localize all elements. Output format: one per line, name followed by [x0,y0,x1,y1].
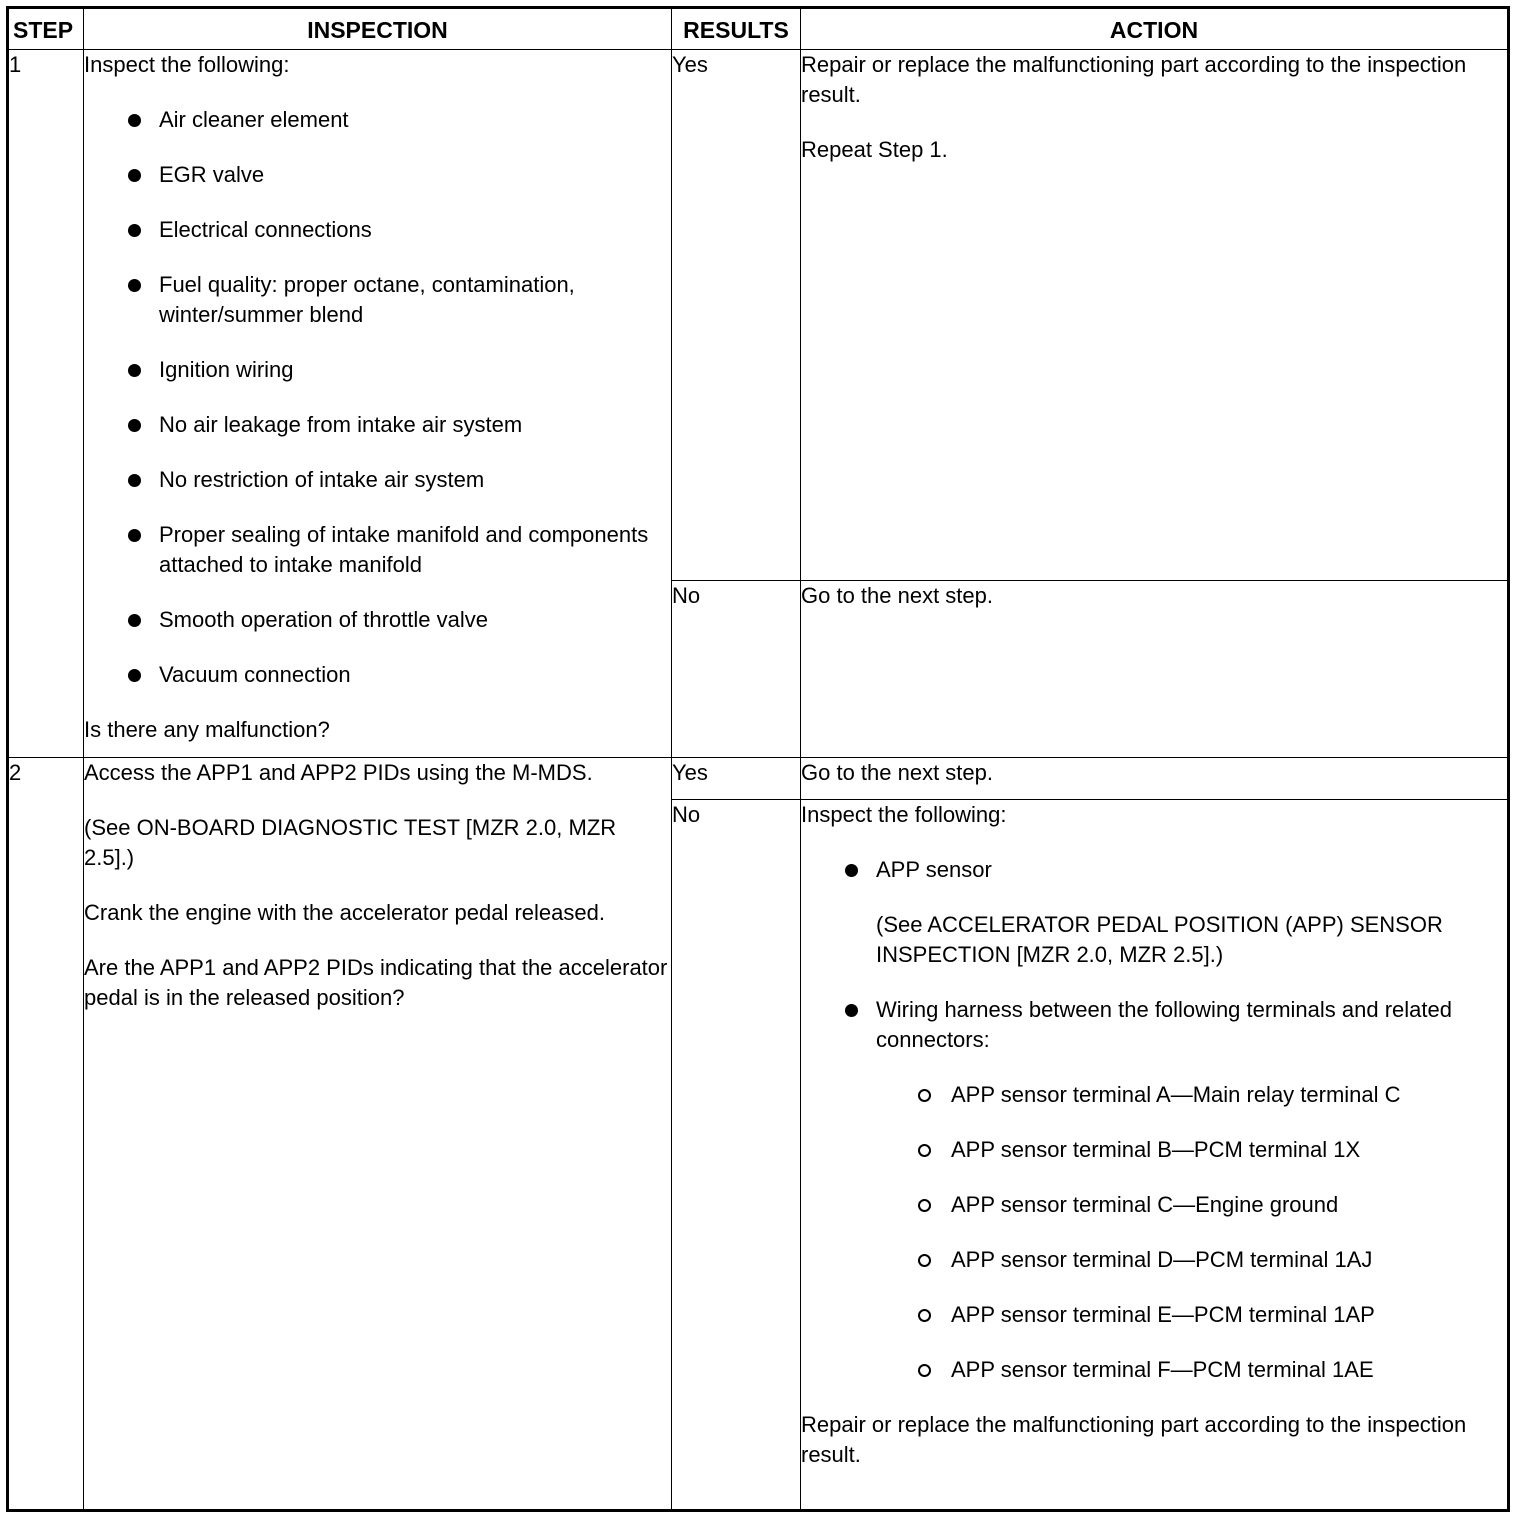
step2-inspection [84,758,672,1511]
list-item: No air leakage from intake air system [84,410,671,440]
step1-no-action-text: Go to the next step. [801,583,994,608]
list-item: EGR valve [84,160,671,190]
wiring-harness-item: Wiring harness between the following terminals and related connectors: [876,997,1452,1052]
list-item: APP sensor terminal A—Main relay terminal C [876,1080,1507,1110]
step2-para-1: Access the APP1 and APP2 PIDs using the M-MDS. [84,760,593,785]
list-item: APP sensor terminal B—PCM terminal 1X [876,1135,1507,1165]
list-item: Smooth operation of throttle valve [84,605,671,635]
step2-para-2: (See ON-BOARD DIAGNOSTIC TEST [MZR 2.0, MZR 2.5].) [84,815,617,870]
step1-checklist [84,105,671,690]
step1-intro: Inspect the following: [84,52,290,77]
step2-no-intro: Inspect the following: [801,802,1007,827]
step2-number: 2 [8,758,84,1511]
header-step: STEP [8,8,84,50]
step1-yes-action-text: Repair or replace the malfunctioning part according to the inspection result. [801,52,1467,107]
list-item: Ignition wiring [84,355,671,385]
list-item: APP sensor terminal E—PCM terminal 1AP [876,1300,1507,1330]
step1-repeat-text: Repeat Step 1. [801,137,948,162]
step1-yes-result: Yes [672,50,801,581]
list-item [801,855,1507,970]
step1-number: 1 [8,50,84,758]
list-item: Proper sealing of intake manifold and components attached to intake manifold [84,520,671,580]
step1-yes-row [8,50,1509,581]
header-action: ACTION [801,8,1509,50]
step1-question: Is there any malfunction? [84,717,330,742]
step1-no-result: No [672,581,801,758]
step1-yes-action [801,50,1509,581]
step2-no-action [801,800,1509,1511]
step2-yes-action-text: Go to the next step. [801,760,994,785]
list-item: APP sensor terminal D—PCM terminal 1AJ [876,1245,1507,1275]
header-row [8,8,1509,50]
step1-inspection [84,50,672,758]
list-item: APP sensor terminal F—PCM terminal 1AE [876,1355,1507,1385]
list-item: Vacuum connection [84,660,671,690]
app-sensor-note: (See ACCELERATOR PEDAL POSITION (APP) SENSOR INSPECTION [MZR 2.0, MZR 2.5].) [876,912,1443,967]
app-sensor-item: APP sensor [876,857,992,882]
list-item: Fuel quality: proper octane, contamination, winter/summer blend [84,270,671,330]
step2-para-4: Are the APP1 and APP2 PIDs indicating that the accelerator pedal is in the released position? [84,955,668,1010]
header-results: RESULTS [672,8,801,50]
step2-no-result: No [672,800,801,1511]
step2-yes-action [801,758,1509,800]
step2-yes-result: Yes [672,758,801,800]
step2-para-3: Crank the engine with the accelerator pedal released. [84,900,605,925]
list-item: Electrical connections [84,215,671,245]
step2-yes-row [8,758,1509,800]
list-item: No restriction of intake air system [84,465,671,495]
step2-closing: Repair or replace the malfunctioning part according to the inspection result. [801,1412,1467,1467]
step1-no-action [801,581,1509,758]
step2-no-checklist [801,855,1507,1385]
diagnostic-table [6,6,1510,1512]
list-item [801,995,1507,1385]
terminal-list [876,1080,1507,1385]
list-item: APP sensor terminal C—Engine ground [876,1190,1507,1220]
header-inspection: INSPECTION [84,8,672,50]
list-item: Air cleaner element [84,105,671,135]
